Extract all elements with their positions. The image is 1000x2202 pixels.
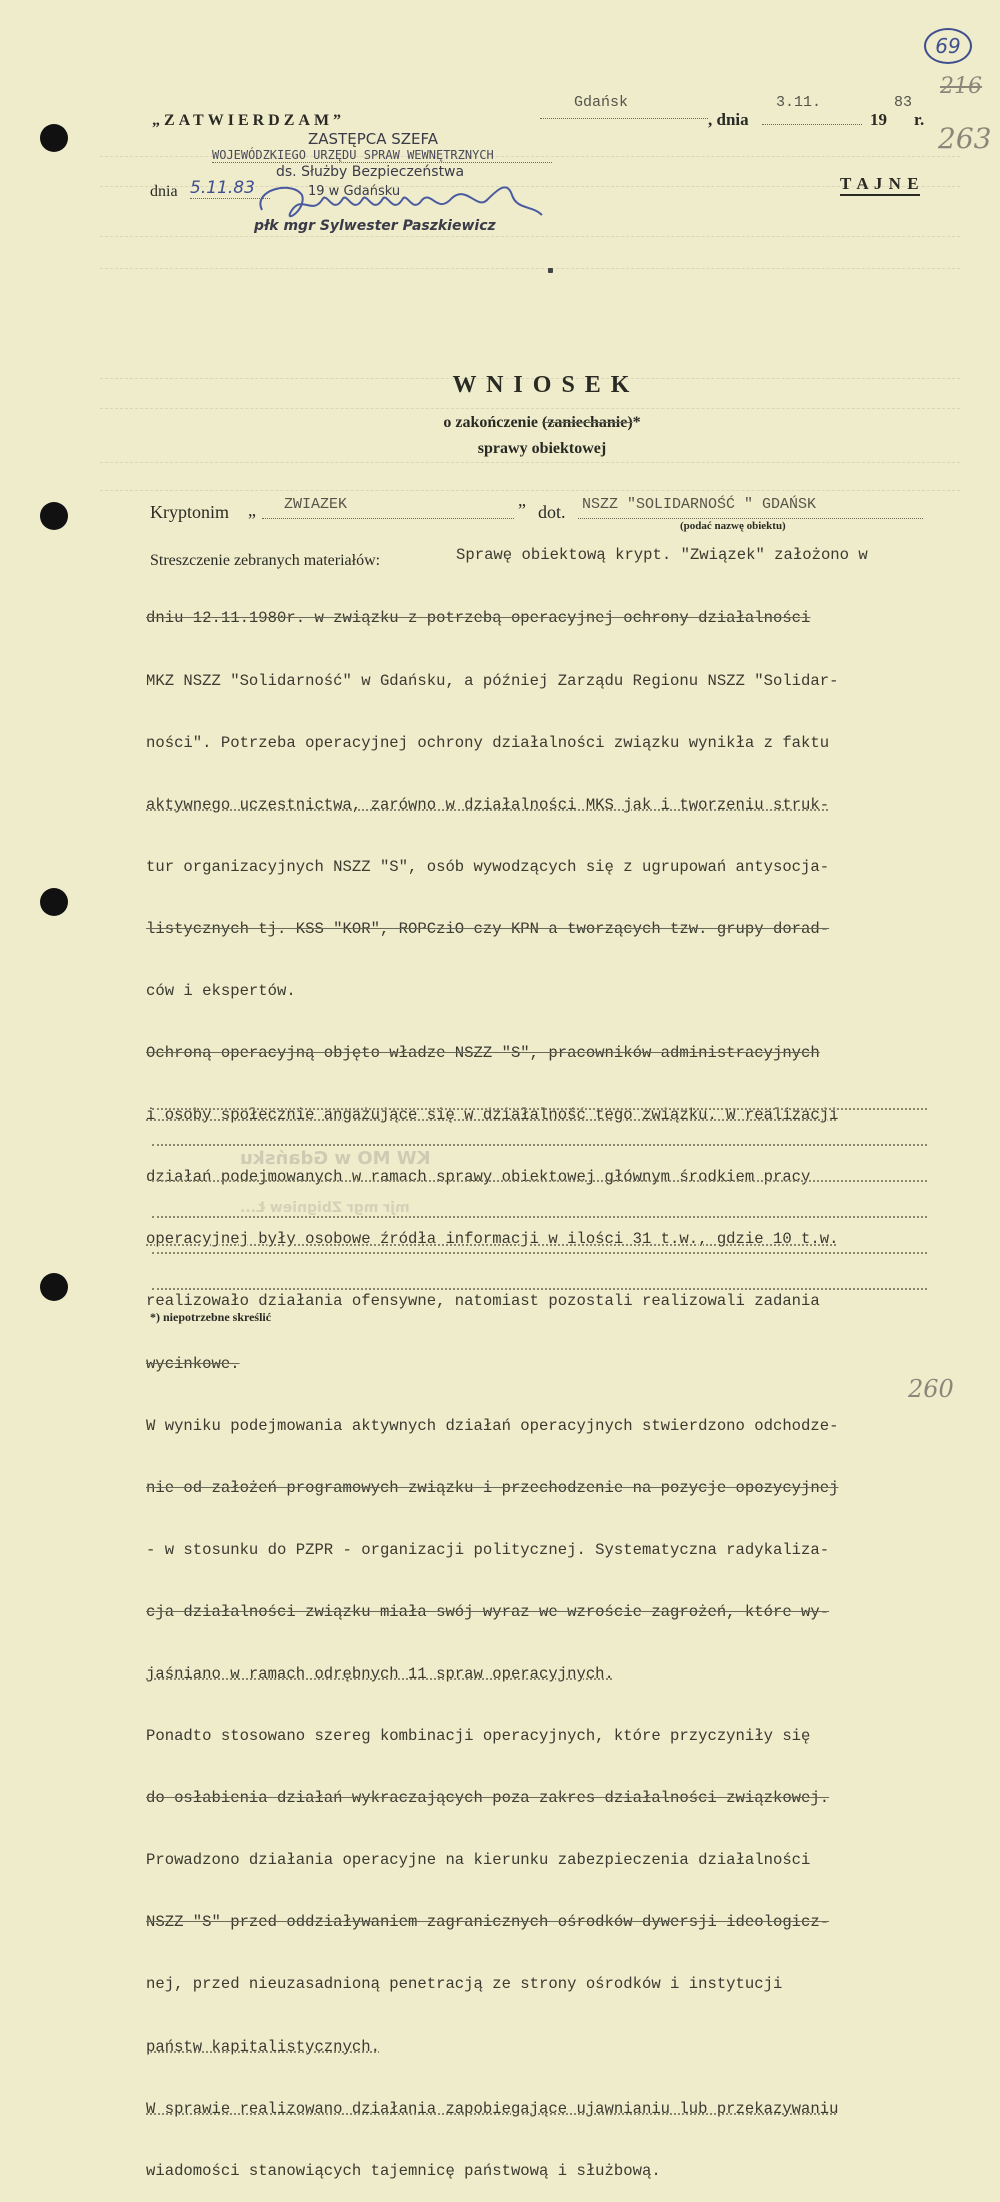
archive-number: 263 (938, 122, 992, 155)
header-year-value: 83 (894, 94, 913, 111)
kryptonim-open-quote: „ (248, 500, 256, 520)
summary-line: Ponadto stosowano szereg kombinacji operacyjnych, które przyczyniły się (146, 1727, 811, 1746)
subtitle-struck: (zaniechanie) (542, 414, 633, 431)
header-date-field (762, 124, 862, 125)
document-title: W N I O S E K (452, 372, 632, 398)
empty-form-line (152, 1108, 927, 1110)
approval-position-line3: ds. Służby Bezpieczeństwa (276, 164, 465, 180)
stray-mark (548, 268, 553, 273)
summary-line: dniu 12.11.1980r. w związku z potrzebą operacyjnej ochrony działalności (146, 609, 811, 628)
summary-line: do osłabienia działań wykraczających poza zakres działalności związkowej. (146, 1789, 830, 1808)
place-value: Gdańsk (574, 94, 629, 111)
summary-line: i osoby społecznie angażujące się w działalność tego związku. W realizacji (146, 1106, 839, 1125)
approval-date-value: 5.11.83 (190, 178, 270, 199)
summary-line: ności". Potrzeba operacyjnej ochrony działalności związku wynikła z faktu (146, 733, 830, 752)
summary-line: Ochroną operacyjną objęto władze NSZZ "S", pracowników administracyjnych (146, 1044, 820, 1063)
bleed-through-stamp: KW MO w Gdańsku (240, 1148, 431, 1169)
document-subtitle-line3: sprawy obiektowej (477, 440, 607, 457)
document-subtitle (0, 414, 1000, 432)
approval-position-line1: ZASTĘPCA SZEFA (308, 130, 439, 148)
binder-hole (40, 888, 68, 916)
approval-date-label: dnia (150, 183, 178, 200)
kryptonim-field (262, 518, 514, 519)
object-hint: (podać nazwę obiektu) (680, 520, 786, 532)
summary-label: Streszczenie zebranych materiałów: (150, 552, 381, 569)
archive-number-bottom: 260 (908, 1375, 954, 1403)
summary-line: MKZ NSZZ "Solidarność" w Gdańsku, a później Zarządu Regionu NSZZ "Solidar- (146, 671, 839, 690)
classification-label: T A J N E (840, 174, 920, 196)
summary-line: nej, przed nieuzasadnioną penetracją ze strony ośrodków i instytucji (146, 1975, 783, 1994)
form-guide-line (100, 268, 960, 269)
summary-line: Prowadzono działania operacyjne na kierunku zabezpieczenia działalności (146, 1851, 811, 1870)
subtitle-prefix: o zakończenie (443, 414, 538, 431)
binder-hole (40, 124, 68, 152)
archive-page-number-circled: 69 (924, 28, 972, 64)
summary-line: wiadomości stanowiących tajemnicę państwową i służbową. (146, 2161, 661, 2180)
summary-line: państw kapitalistycznych. (146, 2037, 380, 2056)
bleed-through-signature: mjr mgr Zbigniew Ł... (240, 1200, 410, 1216)
approval-title: „ZATWIERDZAM” (152, 112, 346, 129)
binder-hole (40, 502, 68, 530)
kryptonim-value: ZWIAZEK (284, 496, 348, 513)
signatory-name: płk mgr Sylwester Paszkiewicz (254, 218, 496, 234)
summary-line: nie od założeń programowych związku i przechodzenie na pozycje opozycyjnej (146, 1478, 839, 1497)
empty-form-line (152, 1216, 927, 1218)
binder-hole (40, 1273, 68, 1301)
summary-line: W wyniku podejmowania aktywnych działań operacyjnych stwierdzono odchodze- (146, 1416, 839, 1435)
summary-line: aktywnego uczestnictwa, zarówno w działalności MKS jak i tworzeniu struk- (146, 795, 830, 814)
place-field (540, 118, 708, 119)
empty-form-line (152, 1180, 927, 1182)
summary-line: tur organizacyjnych NSZZ "S", osób wywodzących się z ugrupowań antysocja- (146, 857, 830, 876)
summary-first-line: Sprawę obiektową krypt. "Związek" założono w (456, 546, 868, 564)
header-date-value: 3.11. (776, 94, 822, 111)
subtitle-asterisk: * (632, 414, 641, 431)
header-date-label: , dnia (708, 110, 749, 129)
header-year-suffix: r. (914, 110, 925, 129)
empty-form-line (152, 1288, 927, 1290)
header-year-prefix: 19 (870, 110, 887, 129)
summary-line: listycznych tj. KSS "KOR", ROPCziO czy KPN a tworzących tzw. grupy dorad- (146, 919, 830, 938)
summary-line: wycinkowe. (146, 1354, 240, 1373)
form-guide-line (100, 490, 960, 491)
summary-line: W sprawie realizowano działania zapobiegające ujawnianiu lub przekazywaniu (146, 2099, 839, 2118)
dot-label: dot. (538, 502, 566, 522)
summary-line: działań podejmowanych w ramach sprawy obiektowej głównym środkiem pracy (146, 1168, 811, 1187)
summary-line: ców i ekspertów. (146, 981, 296, 1000)
footnote: *) niepotrzebne skreślić (150, 1310, 272, 1324)
approval-date-suffix: 19 w Gdańsku (308, 184, 401, 199)
summary-line: NSZZ "S" przed oddziaływaniem zagranicznych ośrodków dywersji ideologicz- (146, 1913, 830, 1932)
form-guide-line (100, 462, 960, 463)
object-value: NSZZ "SOLIDARNOŚĆ " GDAŃSK (582, 496, 817, 513)
kryptonim-label: Kryptonim (150, 502, 229, 522)
form-guide-line (100, 408, 960, 409)
empty-form-line (152, 1144, 927, 1146)
summary-body (146, 567, 946, 2202)
approval-position-line2: WOJEWÓDZKIEGO URZĘDU SPRAW WEWNĘTRZNYCH (212, 148, 552, 163)
kryptonim-close-quote: ” (518, 500, 526, 520)
summary-line: operacyjnej były osobowe źródła informacji w ilości 31 t.w., gdzie 10 t.w. (146, 1230, 839, 1249)
summary-line: - w stosunku do PZPR - organizacji politycznej. Systematyczna radykaliza- (146, 1540, 830, 1559)
form-guide-line (100, 236, 960, 237)
archive-number-crossed: 216 (940, 74, 982, 99)
empty-form-line (152, 1252, 927, 1254)
object-field (578, 518, 923, 519)
summary-line: realizowało działania ofensywne, natomiast pozostali realizowali zadania (146, 1292, 820, 1311)
summary-line: jaśniano w ramach odrębnych 11 spraw operacyjnych. (146, 1665, 614, 1683)
summary-line: cja działalności związku miała swój wyraz we wzroście zagrożeń, które wy- (146, 1602, 830, 1621)
